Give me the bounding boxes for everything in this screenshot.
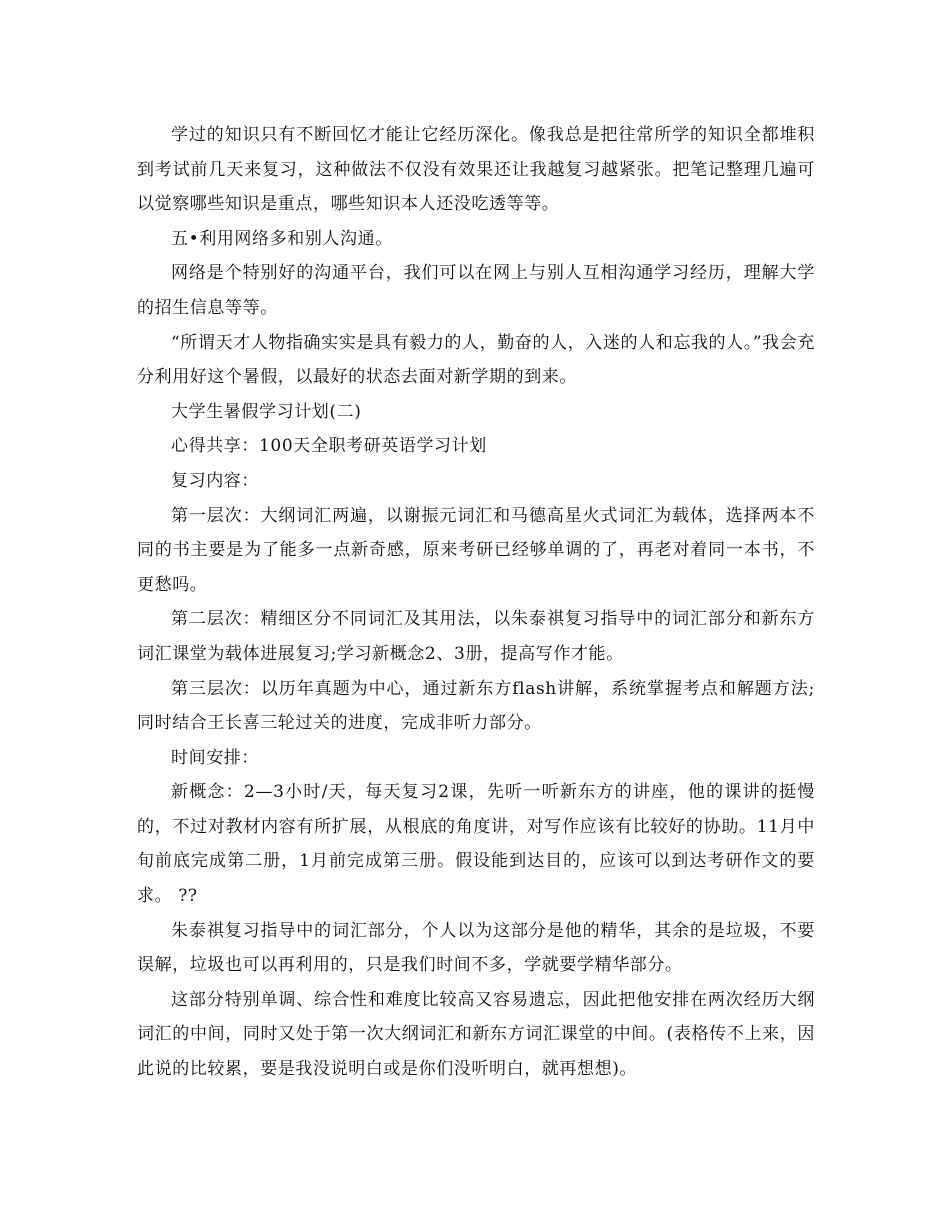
paragraph-new-concept: 新概念：2—3小时/天，每天复习2课，先听一听新东方的讲座，他的课讲的挺慢的，不过对教材内容有所扩展，从根底的角度讲，对写作应该有比较好的协助。11月中旬前底完成第二册，1月前完成第三册。假设能到达目的，应该可以到达考研作文的要求。 ?? [137,782,815,907]
paragraph-share-100-days: 心得共享：100天全职考研英语学习计划 [171,436,487,457]
paragraph-title-plan-two: 大学生暑假学习计划(二) [171,401,362,422]
paragraph-network-platform: 网络是个特别好的沟通平台，我们可以在网上与别人互相沟通学习经历，理解大学的招生信息等等。 [137,263,815,318]
paragraph-heading-network: 五•利用网络多和别人沟通。 [171,228,393,249]
paragraph-schedule-label: 时间安排： [171,747,259,768]
paragraph-level-one: 第一层次：大纲词汇两遍，以谢振元词汇和马德高星火式词汇为载体，选择两本不同的书主要是为了能多一点新奇感，原来考研已经够单调的了，再老对着同一本书，不更愁吗。 [137,505,815,595]
document-body [137,118,815,1087]
paragraph-genius-quote: “所谓天才人物指确实实是具有毅力的人，勤奋的人，入迷的人和忘我的人。”我会充分利用好这个暑假，以最好的状态去面对新学期的到来。 [137,332,815,388]
paragraph-review-knowledge: 学过的知识只有不断回忆才能让它经历深化。像我总是把往常所学的知识全都堆积到考试前几天来复习，这种做法不仅没有效果还让我越复习越紧张。把笔记整理几遍可以觉察哪些知识是重点，哪些知识本人还没吃透等等。 [137,125,815,215]
paragraph-review-content-label: 复习内容： [171,470,259,491]
paragraph-level-two: 第二层次：精细区分不同词汇及其用法，以朱泰祺复习指导中的词汇部分和新东方词汇课堂为载体进展复习;学习新概念2、3册，提高写作才能。 [137,609,815,664]
paragraph-arrangement: 这部分特别单调、综合性和难度比较高又容易遗忘，因此把他安排在两次经历大纲词汇的中间，同时又处于第一次大纲词汇和新东方词汇课堂的中间。(表格传不上来，因此说的比较累，要是我没说明白或是你们没听明白，就再想想)。 [137,989,815,1080]
paragraph-level-three: 第三层次：以历年真题为中心，通过新东方flash讲解，系统掌握考点和解题方法;同时结合王长喜三轮过关的进度，完成非听力部分。 [137,678,815,734]
paragraph-zhu-taiqi: 朱泰祺复习指导中的词汇部分，个人以为这部分是他的精华，其余的是垃圾，不要误解，垃圾也可以再利用的，只是我们时间不多，学就要学精华部分。 [137,920,815,976]
